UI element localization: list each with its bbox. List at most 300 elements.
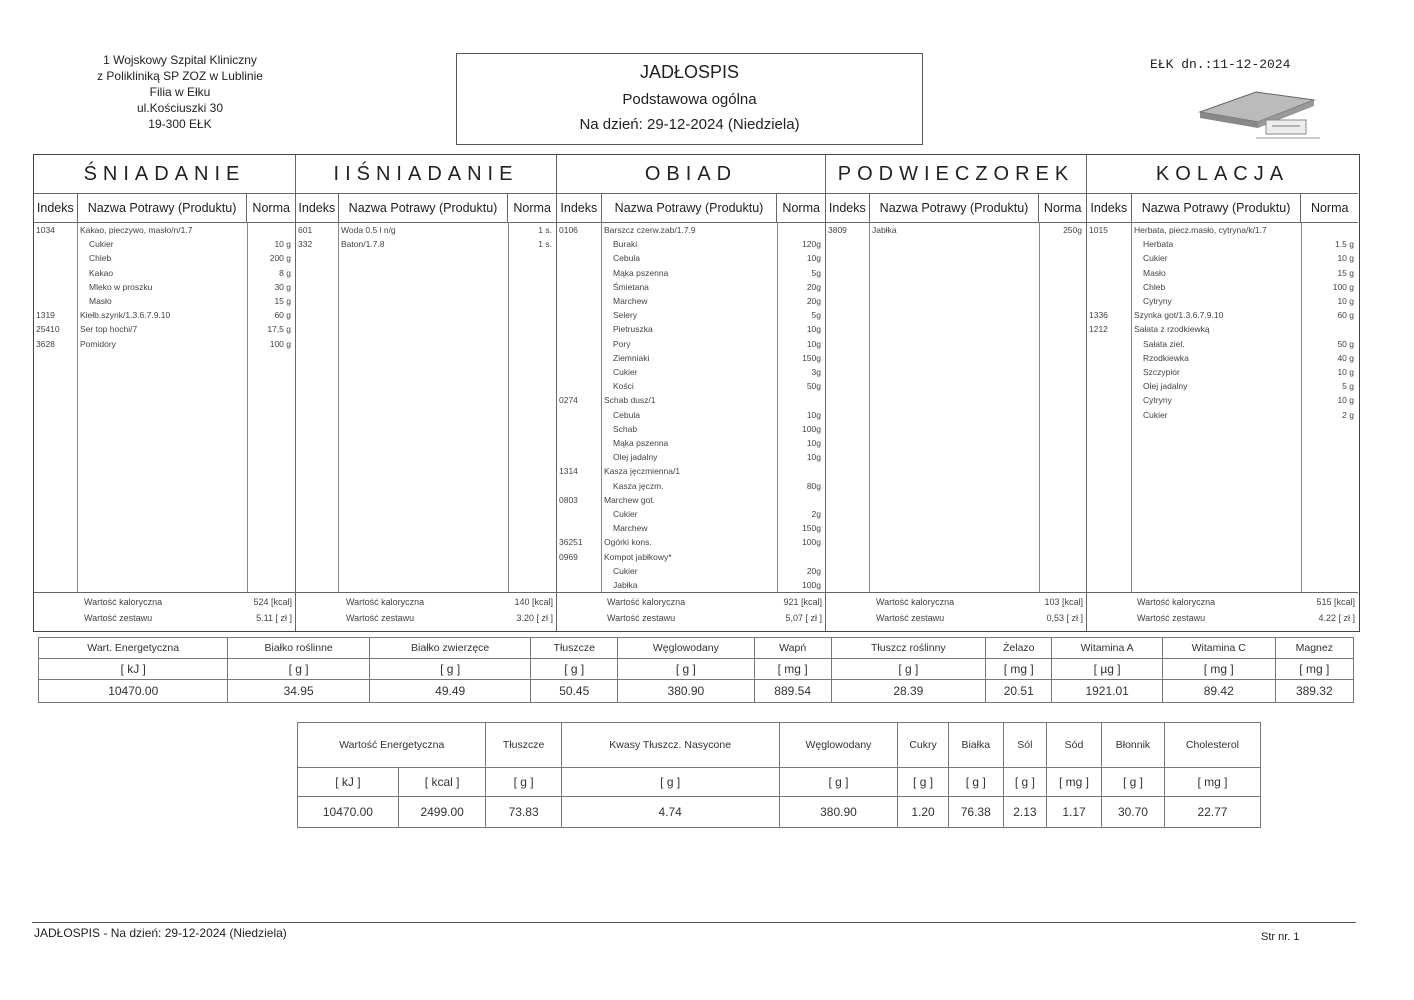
list-item (557, 238, 825, 252)
cost-value: 0,53 [ zł ] (1046, 613, 1083, 623)
calorie-value: 524 [kcal] (253, 597, 292, 607)
item-index: 0106 (559, 225, 578, 235)
nutrient-value: 2.13 (1003, 797, 1046, 828)
nutrient-unit: [ g ] (1003, 768, 1046, 797)
item-index: 332 (298, 239, 313, 250)
title-box (456, 53, 923, 145)
menu-date: Na dzień: 29-12-2024 (Niedziela) (579, 116, 800, 133)
item-name: Cukier (613, 509, 638, 519)
list-item (1087, 309, 1358, 323)
list-item (1087, 224, 1358, 238)
nutrient-header: Wapń (754, 638, 831, 659)
cost-label: Wartość zestawu (346, 613, 415, 623)
item-index: 1319 (36, 310, 55, 321)
list-item (557, 579, 825, 593)
item-name: Marchew (613, 523, 648, 534)
item-norm: 10 g (1337, 296, 1354, 306)
item-name: Ser top hochi/7 (80, 324, 138, 335)
item-name: Masło (89, 296, 112, 306)
item-name: Jabłka (872, 225, 897, 235)
column-header-norm: Norma (252, 201, 290, 215)
nutrition-table-primary (38, 637, 1354, 703)
item-norm: 10g (806, 338, 821, 349)
nutrient-value: 34.95 (228, 680, 369, 703)
nutrient-value: 889.54 (754, 680, 831, 703)
column-header-name: Nazwa Potrawy (Produktu) (870, 194, 1040, 222)
nutrient-unit: [ kJ ] (39, 659, 228, 680)
item-index: 36251 (559, 537, 583, 548)
item-norm: 60 g (1337, 310, 1354, 321)
column-headers (34, 194, 295, 223)
item-name: Selery (613, 310, 638, 321)
nutrient-header: Białko roślinne (228, 638, 369, 659)
nutrient-value: 10470.00 (298, 797, 399, 828)
nutrient-header: Białka (948, 723, 1003, 768)
meal-title: KOLACJA (1087, 155, 1358, 194)
nutrient-unit: [ mg ] (1164, 768, 1260, 797)
list-item (826, 224, 1086, 238)
item-name: Kasza jęczm. (613, 480, 664, 491)
nutrient-unit: [ g ] (948, 768, 1003, 797)
item-index: 0969 (559, 551, 578, 562)
nutrient-unit: [ g ] (228, 659, 369, 680)
nutrient-value: 50.45 (531, 680, 618, 703)
list-item (34, 252, 295, 266)
meal-summary (296, 592, 556, 631)
item-norm: 17,5 g (267, 324, 291, 335)
item-index: 1336 (1089, 310, 1108, 321)
item-name: Cukier (89, 239, 114, 250)
cost-value: 3.20 [ zł ] (516, 613, 553, 623)
nutrient-header: Błonnik (1102, 723, 1165, 768)
item-norm: 200 g (269, 253, 291, 264)
item-name: Sałata ziel. (1143, 338, 1185, 349)
nutrient-header: Żelazo (986, 638, 1052, 659)
item-norm: 10 g (1337, 253, 1354, 264)
column-headers (826, 194, 1086, 223)
item-norm: 1 s. (538, 225, 552, 235)
list-item (1087, 394, 1358, 408)
list-item (1087, 338, 1358, 352)
nutrient-value: 89.42 (1162, 680, 1275, 703)
list-item (34, 267, 295, 281)
item-norm: 100 g (1332, 281, 1354, 292)
footer-divider (32, 922, 1356, 923)
list-item (557, 366, 825, 380)
list-item (1087, 252, 1358, 266)
list-item (557, 338, 825, 352)
cost-value: 5,07 [ zł ] (785, 613, 822, 623)
nutrient-value: 389.32 (1275, 680, 1353, 703)
list-item (296, 224, 556, 238)
item-norm: 100g (802, 423, 821, 434)
item-norm: 10 g (274, 239, 291, 250)
item-index: 0274 (559, 395, 578, 406)
nutrient-value: 1.17 (1047, 797, 1102, 828)
nutrient-unit: [ g ] (831, 659, 985, 680)
cost-label: Wartość zestawu (84, 613, 153, 623)
nutrient-header: Cholesterol (1164, 723, 1260, 768)
column-divider (338, 222, 339, 592)
institution-branch: Filia w Ełku (149, 85, 211, 99)
item-name: Cukier (1143, 253, 1168, 264)
item-name: Schab (613, 423, 638, 434)
item-name: Olej jadalny (1143, 381, 1188, 392)
item-name: Barszcz czerw.zab/1.7.9 (604, 225, 696, 235)
column-header-index: Indeks (1087, 194, 1132, 222)
item-name: Pietruszka (613, 324, 653, 335)
list-item (1087, 380, 1358, 394)
nutrient-header: Wart. Energetyczna (39, 638, 228, 659)
list-item (557, 352, 825, 366)
nutrient-unit: [ g ] (779, 768, 898, 797)
item-index: 1212 (1089, 324, 1108, 335)
calorie-value: 103 [kcal] (1044, 597, 1083, 607)
item-index: 0803 (559, 494, 578, 505)
item-norm: 2g (811, 509, 821, 519)
nutrient-header: Magnez (1275, 638, 1353, 659)
nutrient-value: 73.83 (486, 797, 561, 828)
item-norm: 10g (806, 438, 821, 448)
list-item (557, 309, 825, 323)
item-name: Pory (613, 338, 631, 349)
item-name: Baton/1.7.8 (341, 239, 385, 250)
column-header-index: Indeks (296, 194, 339, 222)
nutrient-value: 4.74 (561, 797, 779, 828)
nutrient-value: 380.90 (779, 797, 898, 828)
item-name: Kompot jabłkowy* (604, 551, 672, 562)
page-title: JADŁOSPIS (639, 62, 740, 82)
list-item (557, 281, 825, 295)
nutrient-value: 10470.00 (39, 680, 228, 703)
item-name: Jabłka (613, 580, 638, 590)
item-name: Herbata (1143, 239, 1174, 250)
diet-name: Podstawowa ogólna (622, 91, 757, 108)
nutrient-header: Wartość Energetyczna (298, 723, 486, 768)
list-item (557, 451, 825, 465)
nutrient-unit: [ g ] (618, 659, 755, 680)
item-name: Masło (1143, 267, 1166, 278)
list-item (34, 224, 295, 238)
nutrient-header: Kwasy Tłuszcz. Nasycone (561, 723, 779, 768)
item-norm: 10 g (1337, 395, 1354, 406)
meal-section (34, 155, 296, 631)
item-index: 3809 (828, 225, 847, 235)
list-item (557, 536, 825, 550)
column-headers (1087, 194, 1358, 223)
item-name: Cytryny (1143, 395, 1172, 406)
calorie-label: Wartość kaloryczna (346, 597, 425, 607)
nutrient-unit: [ mg ] (986, 659, 1052, 680)
item-name: Cebula (613, 409, 640, 420)
column-header-norm: Norma (1043, 201, 1082, 215)
list-item (1087, 352, 1358, 366)
item-norm: 10g (806, 452, 821, 463)
nutrient-unit: [ µg ] (1052, 659, 1162, 680)
item-name: Marchew (613, 296, 648, 306)
item-name: Szynka got/1.3.6.7.9.10 (1134, 310, 1224, 321)
nutrient-unit: [ mg ] (1162, 659, 1275, 680)
column-header-name: Nazwa Potrawy (Produktu) (78, 194, 248, 222)
nutrient-value: 22.77 (1164, 797, 1260, 828)
nutrient-header: Białko zwierzęce (369, 638, 531, 659)
meal-title: ŚNIADANIE (34, 155, 295, 194)
print-date: EŁK dn.:11-12-2024 (1150, 57, 1291, 72)
nutrient-header: Sól (1003, 723, 1046, 768)
item-name: Mąka pszenna (613, 438, 669, 448)
item-norm: 15 g (1337, 267, 1354, 278)
list-item (557, 480, 825, 494)
list-item (557, 224, 825, 238)
list-item (557, 565, 825, 579)
item-name: Pomidory (80, 338, 116, 349)
list-item (557, 494, 825, 508)
nutrient-unit: [ g ] (369, 659, 531, 680)
meal-section (826, 155, 1087, 631)
cost-label: Wartość zestawu (607, 613, 676, 623)
stamp-logo-image (1196, 90, 1326, 142)
meal-section (1087, 155, 1358, 631)
item-index: 1015 (1089, 225, 1108, 235)
nutrient-unit: [ mg ] (754, 659, 831, 680)
institution-street: ul.Kościuszki 30 (136, 101, 224, 115)
nutrient-unit: [ kJ ] (298, 768, 399, 797)
meal-title: OBIAD (557, 155, 825, 194)
item-norm: 2 g (1342, 409, 1354, 420)
list-item (557, 465, 825, 479)
item-norm: 1.5 g (1335, 239, 1354, 250)
list-item (34, 238, 295, 252)
nutrient-header: Tłuszcze (531, 638, 618, 659)
meal-summary (826, 592, 1086, 631)
item-name: Buraki (613, 239, 638, 250)
column-header-index: Indeks (826, 194, 870, 222)
calorie-value: 921 [kcal] (783, 597, 822, 607)
item-norm: 10g (806, 253, 821, 264)
nutrient-header: Sód (1047, 723, 1102, 768)
nutrient-unit: [ g ] (531, 659, 618, 680)
nutrient-header: Tłuszcze (486, 723, 561, 768)
nutrient-header: Witamina C (1162, 638, 1275, 659)
meal-items (557, 222, 825, 592)
item-name: Rzodkiewka (1143, 352, 1189, 363)
meal-section (296, 155, 557, 631)
calorie-value: 515 [kcal] (1316, 597, 1355, 607)
item-name: Kości (613, 381, 634, 392)
item-name: Mleko w proszku (89, 281, 153, 292)
item-name: Cukier (1143, 409, 1168, 420)
menu-table (33, 154, 1360, 632)
column-header-norm: Norma (782, 201, 820, 215)
nutrient-value: 30.70 (1102, 797, 1165, 828)
nutrient-header: Cukry (898, 723, 948, 768)
calorie-label: Wartość kaloryczna (607, 597, 686, 607)
institution-subname: z Polikliniką SP ZOZ w Lublinie (97, 69, 263, 83)
nutrient-value: 28.39 (831, 680, 985, 703)
item-name: Herbata, piecz.masło, cytryna/k/1.7 (1134, 225, 1267, 235)
page-number: Str nr. 1 (1261, 931, 1300, 943)
list-item (34, 309, 295, 323)
meal-items (296, 222, 556, 592)
meal-title: IIŚNIADANIE (296, 155, 556, 194)
nutrient-value: 2499.00 (398, 797, 486, 828)
list-item (557, 522, 825, 536)
column-divider (1039, 222, 1040, 592)
list-item (296, 238, 556, 252)
institution-address (40, 52, 320, 132)
item-name: Cytryny (1143, 296, 1172, 306)
list-item (557, 394, 825, 408)
item-norm: 250g (1063, 225, 1082, 235)
cost-value: 4.22 [ zł ] (1318, 613, 1355, 623)
list-item (557, 423, 825, 437)
meal-summary (557, 592, 825, 631)
list-item (34, 338, 295, 352)
item-norm: 10g (806, 409, 821, 420)
item-norm: 3g (811, 367, 821, 377)
item-name: Szczypior (1143, 367, 1180, 377)
item-name: Kakao, pieczywo, masło/n/1.7 (80, 225, 193, 235)
item-norm: 80g (806, 480, 821, 491)
list-item (557, 551, 825, 565)
item-name: Cebula (613, 253, 640, 264)
column-header-name: Nazwa Potrawy (Produktu) (1132, 194, 1302, 222)
column-headers (557, 194, 825, 223)
item-name: Kasza jęczmienna/1 (604, 466, 681, 477)
nutrient-unit: [ g ] (561, 768, 779, 797)
item-name: Schab dusz/1 (604, 395, 656, 406)
list-item (1087, 409, 1358, 423)
item-name: Marchew got. (604, 494, 656, 505)
item-name: Kakao (89, 267, 114, 278)
calorie-label: Wartość kaloryczna (84, 597, 163, 607)
list-item (557, 508, 825, 522)
nutrient-unit: [ g ] (1102, 768, 1165, 797)
institution-name: 1 Wojskowy Szpital Kliniczny (103, 53, 257, 67)
item-name: Cukier (613, 367, 638, 377)
item-name: Ogórki kons. (604, 537, 652, 548)
list-item (34, 295, 295, 309)
item-name: Chleb (1143, 281, 1166, 292)
list-item (34, 281, 295, 295)
item-norm: 20g (806, 281, 821, 292)
nutrient-header: Tłuszcz roślinny (831, 638, 985, 659)
item-norm: 60 g (274, 310, 291, 321)
item-name: Kiełb.szynk/1.3.6.7.9.10 (80, 310, 171, 321)
item-index: 25410 (36, 324, 60, 335)
item-name: Olej jadalny (613, 452, 658, 463)
item-norm: 5g (811, 310, 821, 321)
list-item (557, 252, 825, 266)
meal-items (34, 222, 295, 592)
meal-items (826, 222, 1086, 592)
item-norm: 150g (802, 523, 821, 534)
nutrient-header: Witamina A (1052, 638, 1162, 659)
item-index: 601 (298, 225, 313, 235)
column-header-index: Indeks (34, 194, 78, 222)
item-norm: 20g (806, 296, 821, 306)
item-norm: 10 g (1337, 367, 1354, 377)
item-name: Chleb (89, 253, 112, 264)
meal-section (557, 155, 826, 631)
nutrient-value: 20.51 (986, 680, 1052, 703)
meal-summary (1087, 592, 1358, 631)
item-name: Śmietana (613, 281, 649, 292)
cost-value: 5.11 [ zł ] (256, 613, 292, 623)
item-name: Sałata z rzodkiewką (1134, 324, 1210, 335)
list-item (1087, 366, 1358, 380)
meal-summary (34, 592, 295, 631)
column-header-norm: Norma (1310, 201, 1349, 215)
calorie-label: Wartość kaloryczna (876, 597, 955, 607)
nutrient-unit: [ g ] (898, 768, 948, 797)
column-divider (869, 222, 870, 592)
cost-label: Wartość zestawu (876, 613, 945, 623)
nutrient-value: 1.20 (898, 797, 948, 828)
item-norm: 30 g (274, 281, 291, 292)
nutrient-header: Węglowodany (618, 638, 755, 659)
item-norm: 100g (802, 580, 821, 590)
nutrient-value: 1921.01 (1052, 680, 1162, 703)
column-header-index: Indeks (557, 194, 602, 222)
list-item (557, 267, 825, 281)
list-item (557, 380, 825, 394)
item-norm: 20g (806, 565, 821, 576)
list-item (1087, 281, 1358, 295)
calorie-value: 140 [kcal] (514, 597, 553, 607)
nutrient-header: Węglowodany (779, 723, 898, 768)
nutrient-unit: [ g ] (486, 768, 561, 797)
nutrition-table-label (297, 722, 1261, 828)
item-norm: 8 g (279, 267, 291, 278)
item-name: Woda 0.5 l n/g (341, 225, 396, 235)
nutrient-value: 49.49 (369, 680, 531, 703)
cost-label: Wartość zestawu (1137, 613, 1206, 623)
column-header-norm: Norma (513, 201, 551, 215)
item-norm: 10g (806, 324, 821, 335)
list-item (1087, 295, 1358, 309)
item-name: Cukier (613, 565, 638, 576)
list-item (557, 437, 825, 451)
column-divider (508, 222, 509, 592)
nutrient-value: 380.90 (618, 680, 755, 703)
list-item (557, 323, 825, 337)
item-index: 1314 (559, 466, 578, 477)
nutrient-unit: [ mg ] (1275, 659, 1353, 680)
item-norm: 50g (806, 381, 821, 392)
list-item (1087, 323, 1358, 337)
nutrient-unit: [ mg ] (1047, 768, 1102, 797)
list-item (557, 295, 825, 309)
item-index: 3628 (36, 338, 55, 349)
item-norm: 5g (811, 267, 821, 278)
calorie-label: Wartość kaloryczna (1137, 597, 1216, 607)
column-headers (296, 194, 556, 223)
item-norm: 50 g (1337, 338, 1354, 349)
item-name: Mąka pszenna (613, 267, 669, 278)
item-norm: 100 g (269, 338, 291, 349)
item-norm: 40 g (1337, 352, 1354, 363)
item-norm: 15 g (274, 296, 291, 306)
item-norm: 1 s. (538, 239, 552, 250)
list-item (1087, 267, 1358, 281)
nutrient-unit: [ kcal ] (398, 768, 486, 797)
list-item (557, 409, 825, 423)
column-header-name: Nazwa Potrawy (Produktu) (339, 194, 509, 222)
footer-text: JADŁOSPIS - Na dzień: 29-12-2024 (Niedziela) (34, 926, 287, 940)
item-norm: 100g (802, 537, 821, 548)
meal-title: PODWIECZOREK (826, 155, 1086, 194)
